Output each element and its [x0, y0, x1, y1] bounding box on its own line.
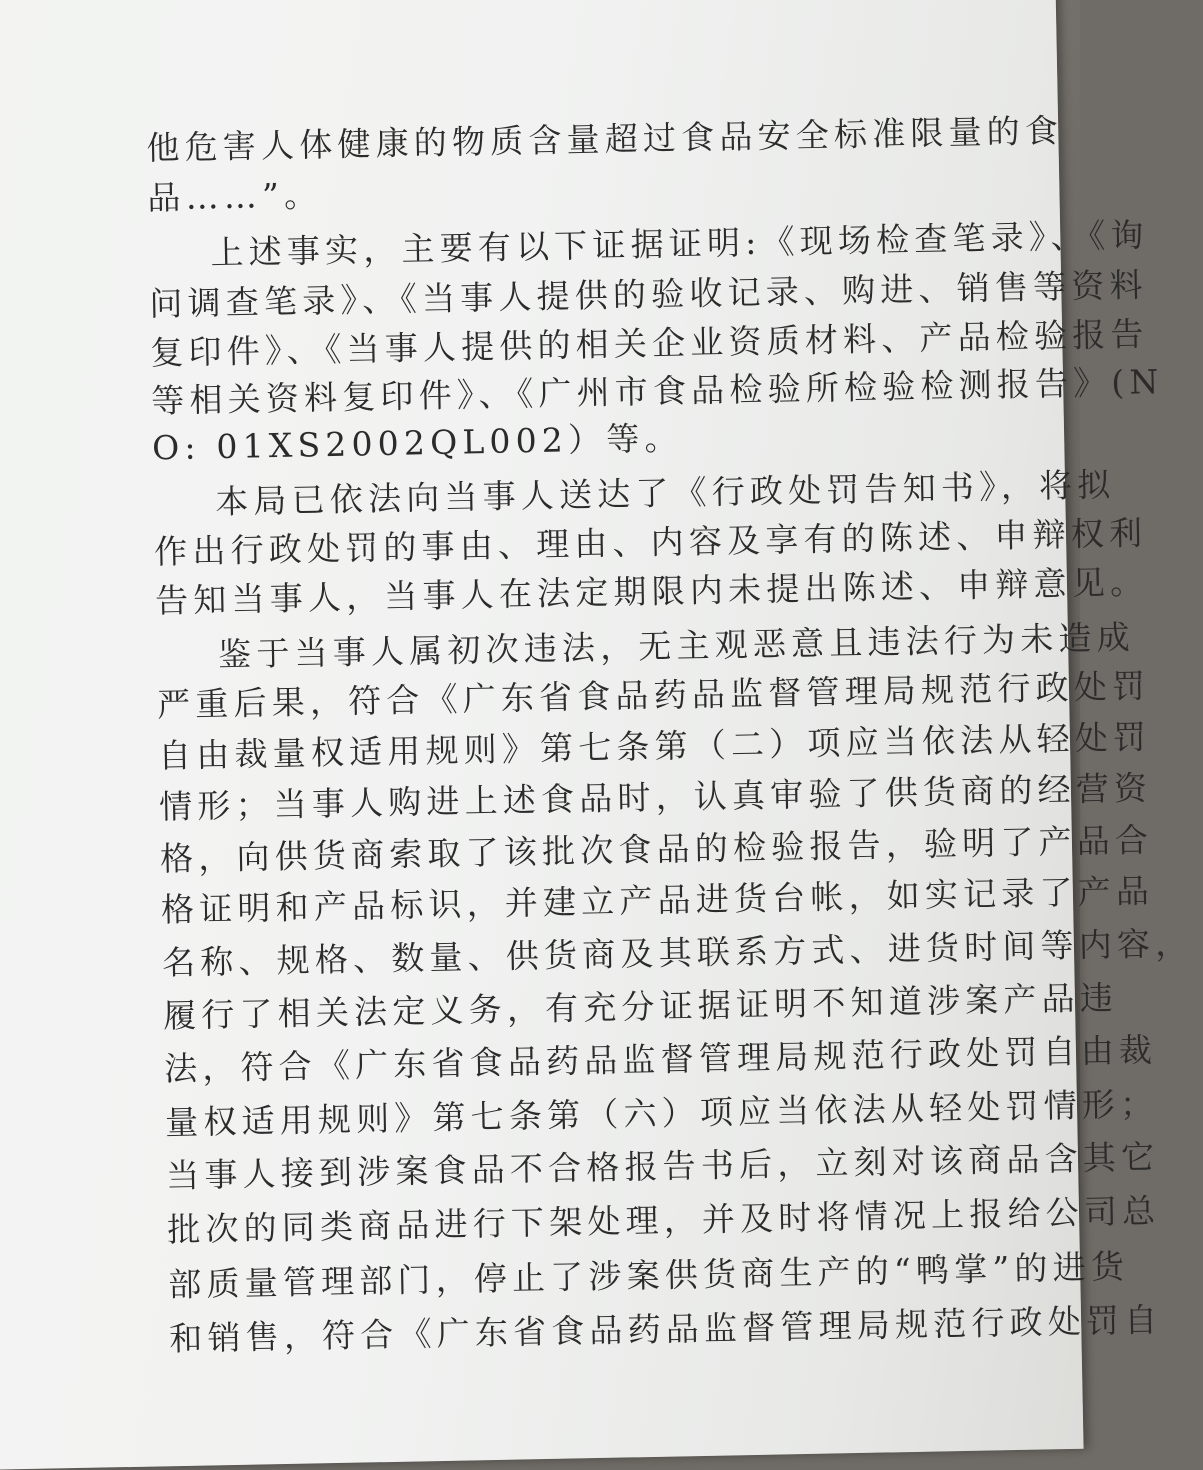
text-line: 作出行政处罚的事由、理由、内容及享有的陈述、申辩权利 — [153, 513, 1148, 572]
text-line: 名称、规格、数量、供货商及其联系方式、进货时间等内容， — [161, 923, 1194, 983]
text-line: 情形；当事人购进上述食品时，认真审验了供货商的经营资 — [158, 768, 1153, 827]
text-line: 和销售，符合《广东省食品药品监督管理局规范行政处罚自 — [168, 1300, 1163, 1359]
text-line: 格，向供货商索取了该批次食品的检验报告，验明了产品合 — [159, 820, 1154, 879]
text-line: 复印件》、《当事人提供的相关企业资质材料、产品检验报告 — [150, 314, 1149, 373]
text-line: 品……”。 — [147, 175, 323, 218]
text-line: 上述事实，主要有以下证据证明:《现场检查笔录》、《询 — [210, 215, 1150, 273]
text-line: 当事人接到涉案食品不合格报告书后，立刻对该商品含其它 — [165, 1137, 1160, 1196]
text-line: 等相关资料复印件》、《广州市食品检验所检验检测报告》(N — [150, 361, 1164, 421]
text-line: 量权适用规则》第七条第（六）项应当依法从轻处罚情形； — [164, 1084, 1159, 1143]
text-line: 严重后果，符合《广东省食品药品监督管理局规范行政处罚 — [156, 666, 1151, 725]
text-line: 鉴于当事人属初次违法，无主观恶意且违法行为未造成 — [217, 617, 1136, 675]
text-line: 部质量管理部门，停止了涉案供货商生产的“鸭掌”的进货 — [167, 1246, 1130, 1305]
text-line: 他危害人体健康的物质含量超过食品安全标准限量的食 — [146, 110, 1064, 168]
text-line: 法，符合《广东省食品药品监督管理局规范行政处罚自由裁 — [163, 1030, 1158, 1089]
text-line: 格证明和产品标识，并建立产品进货台帐，如实记录了产品 — [160, 871, 1155, 930]
text-line: O: 01XS2002QL002）等。 — [151, 418, 683, 468]
text-line: 自由裁量权适用规则》第七条第（二）项应当依法从轻处罚 — [157, 717, 1152, 776]
text-line: 履行了相关法定义务，有充分证据证明不知道涉案产品违 — [162, 977, 1119, 1036]
text-line: 本局已依法向当事人送达了《行政处罚告知书》，将拟 — [214, 464, 1116, 522]
text-line: 问调查笔录》、《当事人提供的验收记录、购进、销售等资料 — [149, 265, 1149, 324]
text-line: 批次的同类商品进行下架处理，并及时将情况上报给公司总 — [166, 1191, 1161, 1250]
text-line: 告知当事人，当事人在法定期限内未提出陈述、申辩意见。 — [154, 562, 1149, 621]
